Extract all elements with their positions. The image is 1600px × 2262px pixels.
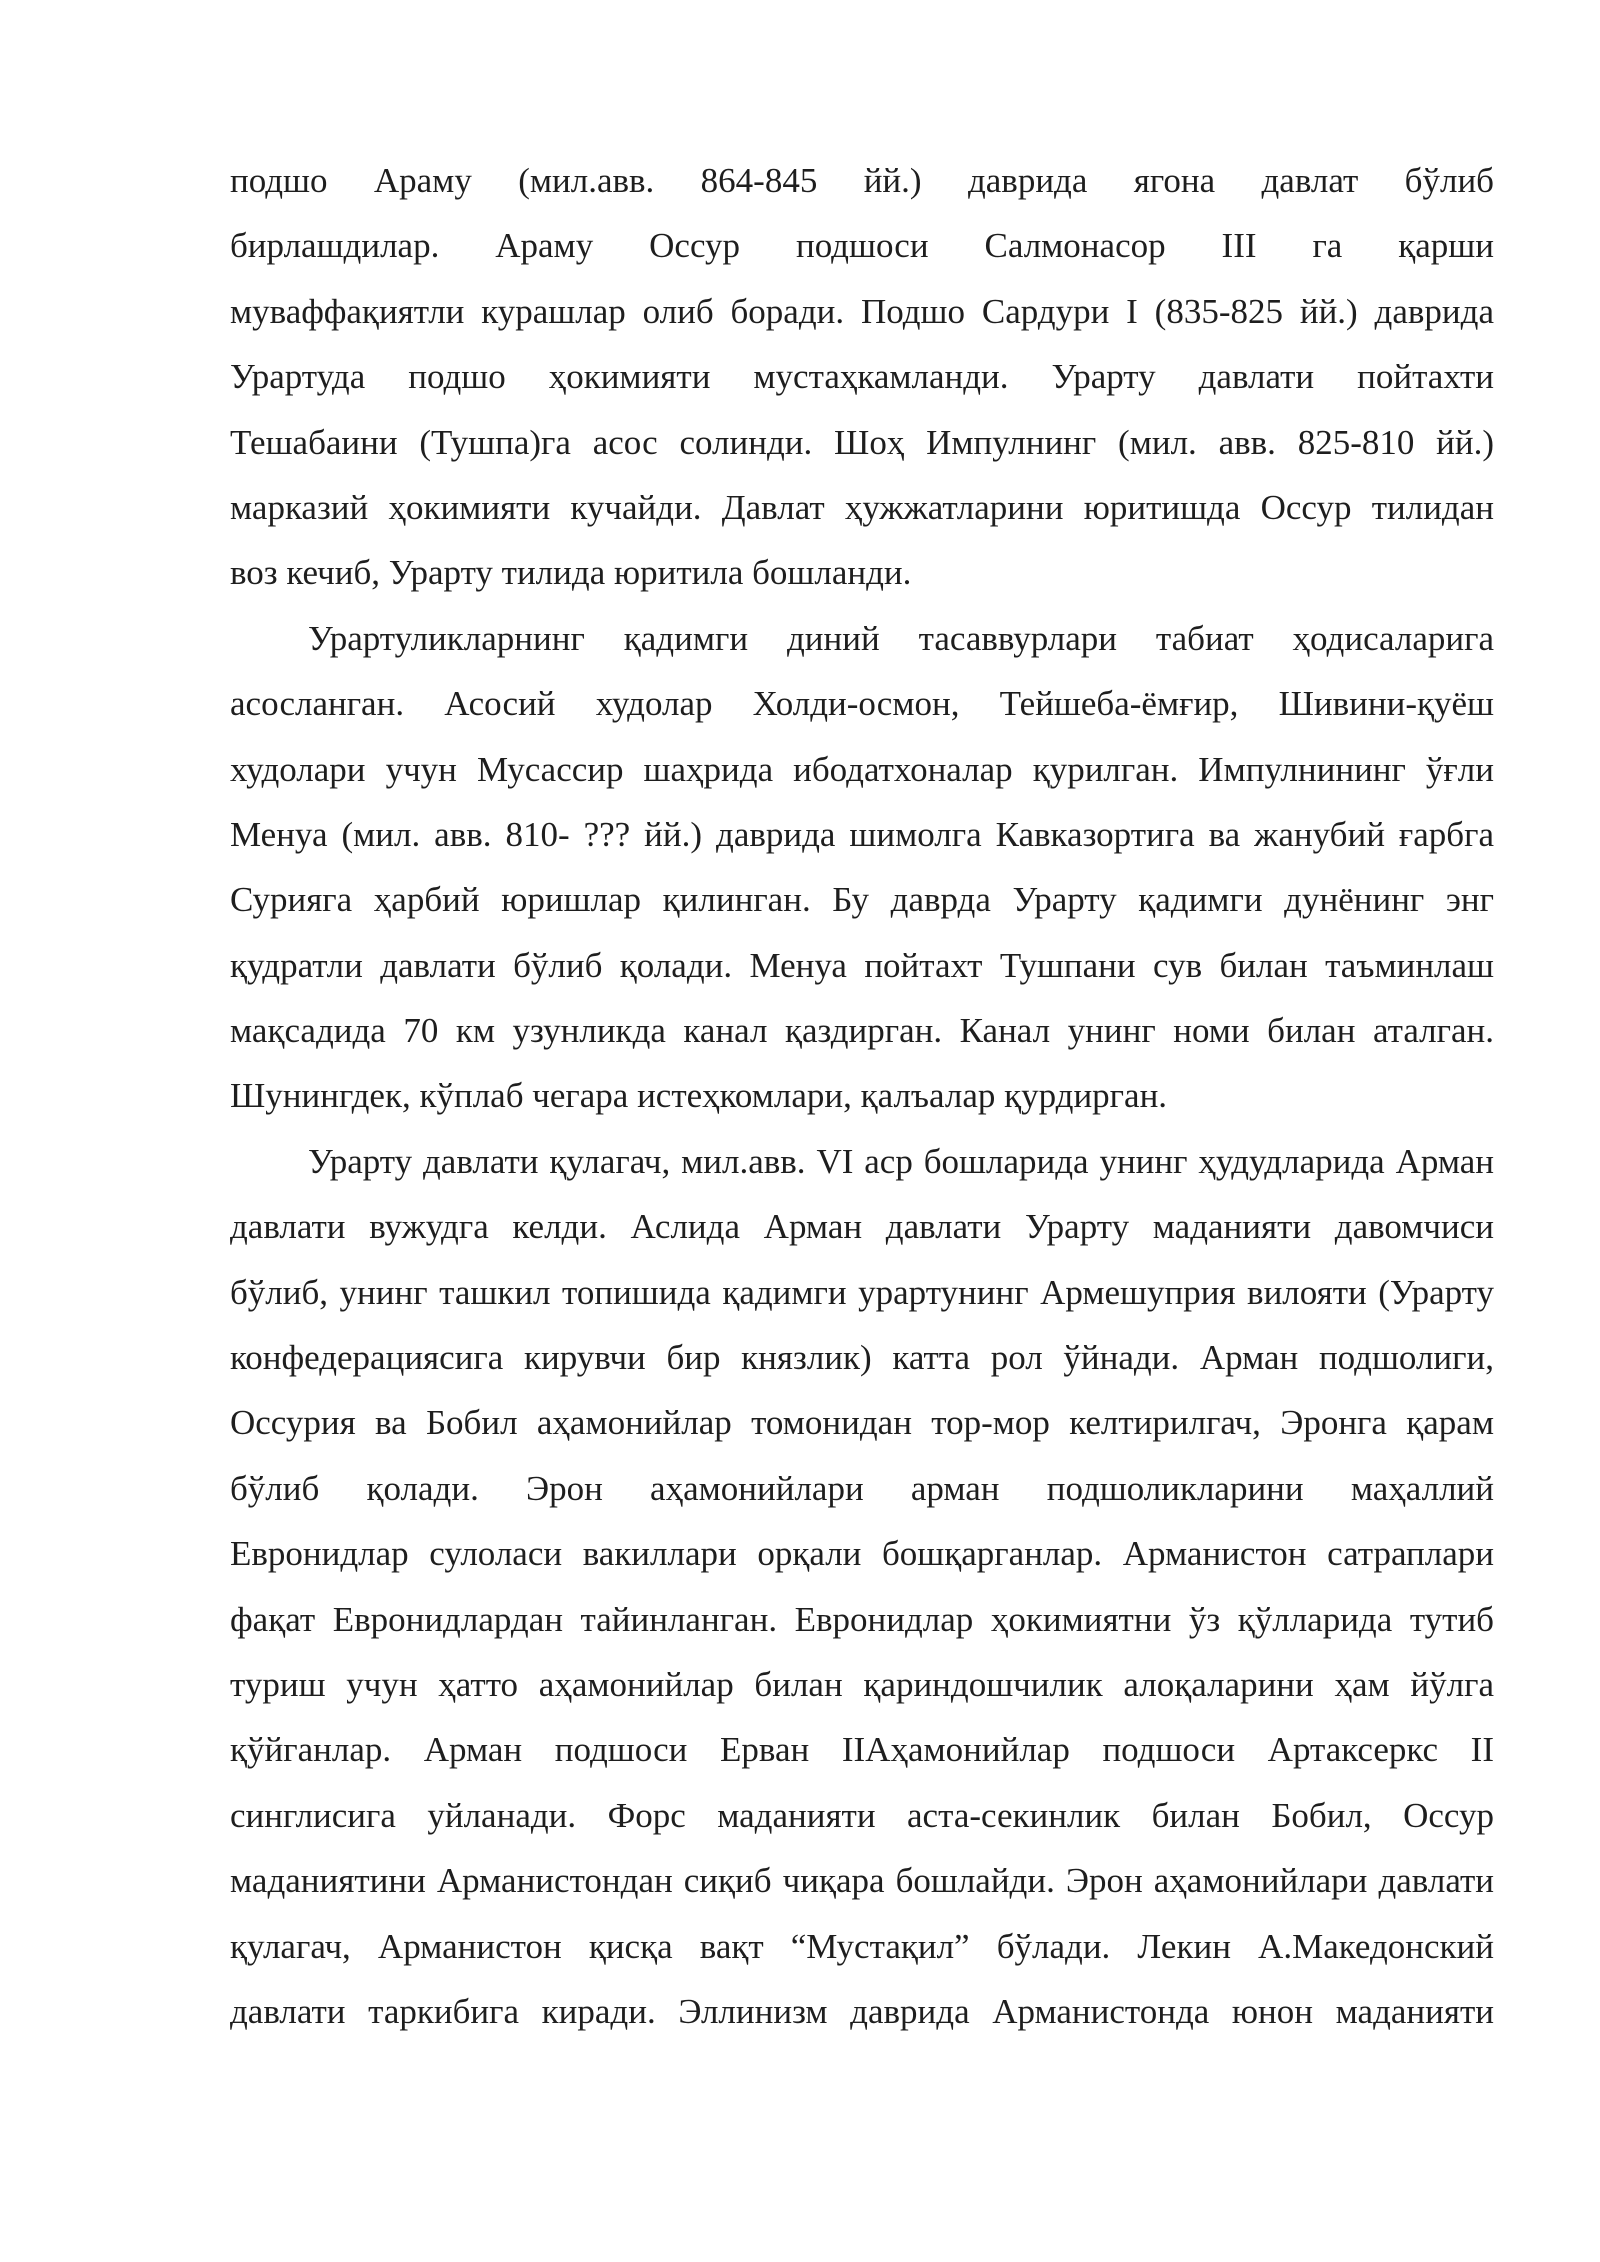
text-line: маданиятини Арманистондан сиқиб чиқара бошлайди. Эрон аҳамонийлари давлати <box>230 1861 1494 1901</box>
text-line: Шунингдек, кўплаб чегара истеҳкомлари, қалъалар қурдирган. <box>230 1076 1168 1116</box>
text-line: қўйганлар. Арман подшоси Ерван IIАҳамонийлар подшоси Артаксеркс II <box>230 1730 1494 1770</box>
text-line: марказий ҳокимияти кучайди. Давлат ҳужжатларини юритишда Оссур тилидан <box>230 487 1494 527</box>
text-line: Урартуда подшо ҳокимияти мустаҳкамланди. Урарту давлати пойтахти <box>230 357 1494 397</box>
text-line: муваффақиятли курашлар олиб боради. Подшо Сардури I (835-825 йй.) даврида <box>230 291 1494 331</box>
text-line: давлати вужудга келди. Аслида Арман давлати Урарту маданияти давомчиси <box>230 1207 1494 1247</box>
body-text <box>230 148 1494 2044</box>
text-line: Менуа (мил. авв. 810- ??? йй.) даврида шимолга Кавказортига ва жанубий ғарбга <box>230 814 1494 854</box>
text-line: воз кечиб, Урарту тилида юритила бошланди. <box>230 553 912 593</box>
text-line: Тешабаини (Тушпа)га асос солинди. Шоҳ Импулнинг (мил. авв. 825-810 йй.) <box>230 422 1494 462</box>
text-line: бўлиб, унинг ташкил топишида қадимги урартунинг Армешуприя вилояти (Урарту <box>230 1272 1494 1312</box>
text-line: Урартуликларнинг қадимги диний тасаввурлари табиат ҳодисаларига <box>308 618 1494 658</box>
text-line: подшо Араму (мил.авв. 864-845 йй.) даврида ягона давлат бўлиб <box>230 161 1494 200</box>
text-line: Сурияга ҳарбий юришлар қилинган. Бу даврда Урарту қадимги дунёнинг энг <box>230 880 1494 920</box>
text-line: Оссурия ва Бобил аҳамонийлар томонидан тор-мор келтирилгач, Эронга қарам <box>230 1403 1494 1443</box>
text-line: бўлиб қолади. Эрон аҳамонийлари арман подшоликларини маҳаллий <box>230 1468 1494 1508</box>
text-line: синглисига уйланади. Форс маданияти аста-секинлик билан Бобил, Оссур <box>230 1795 1494 1835</box>
text-line: Урарту давлати қулагач, мил.авв. VI аср бошларида унинг ҳудудларида Арман <box>308 1141 1494 1181</box>
text-line: бирлашдилар. Араму Оссур подшоси Салмонасор III га қарши <box>230 226 1494 266</box>
text-line: фақат Евронидлардан тайинланган. Евронидлар ҳокимиятни ўз қўлларида тутиб <box>230 1599 1494 1639</box>
text-line: мақсадида 70 км узунликда канал қаздирган. Канал унинг номи билан аталган. <box>230 1011 1494 1051</box>
text-line: давлати таркибига киради. Эллинизм даврида Арманистонда юнон маданияти <box>230 1991 1494 2031</box>
text-line: қулагач, Арманистон қисқа вақт “Мустақил” бўлади. Лекин А.Македонский <box>230 1926 1494 1966</box>
text-line: худолари учун Мусассир шаҳрида ибодатхоналар қурилган. Импулнининг ўғли <box>230 749 1494 789</box>
text-line: конфедерациясига кирувчи бир князлик) катта рол ўйнади. Арман подшолиги, <box>230 1338 1494 1378</box>
text-line: қудратли давлати бўлиб қолади. Менуа пойтахт Тушпани сув билан таъминлаш <box>230 945 1494 985</box>
text-line: асосланган. Асосий худолар Холди-осмон, Тейшеба-ёмғир, Шивини-қуёш <box>230 684 1494 724</box>
text-line: туриш учун ҳатто аҳамонийлар билан қариндошчилик алоқаларини ҳам йўлга <box>230 1664 1494 1704</box>
text-line: Евронидлар сулоласи вакиллари орқали бошқарганлар. Арманистон сатраплари <box>230 1534 1494 1574</box>
